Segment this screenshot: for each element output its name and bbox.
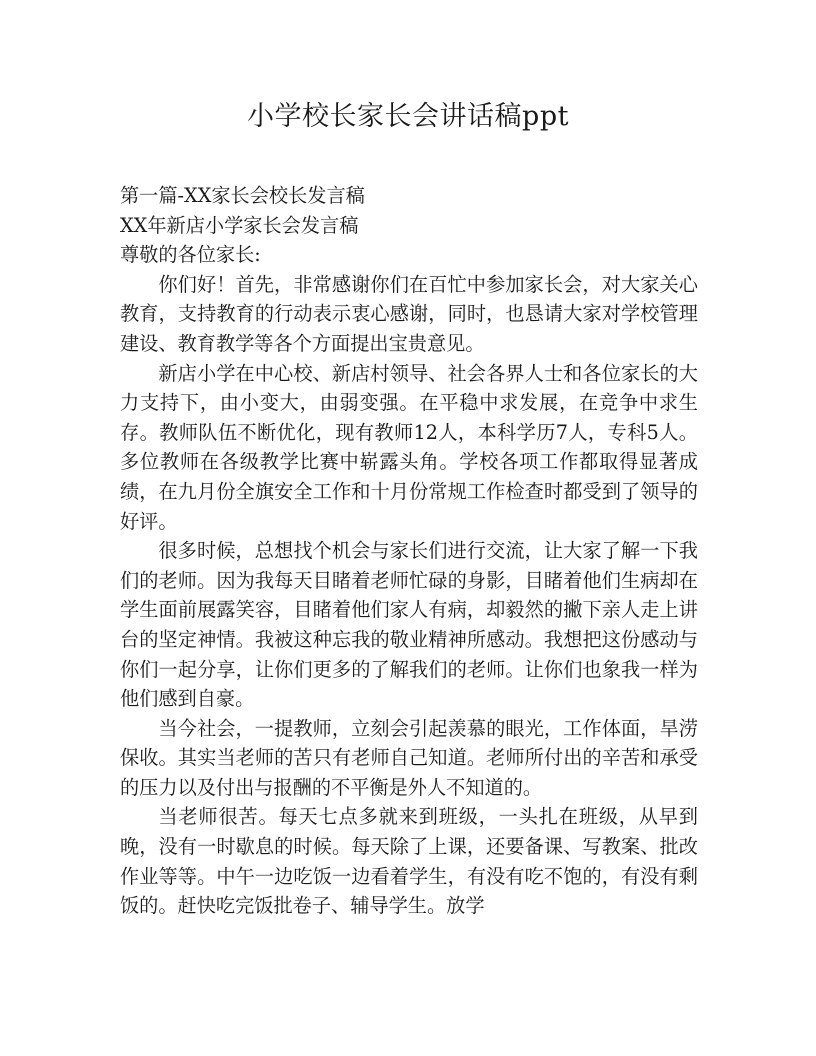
paragraph: 很多时候，总想找个机会与家长们进行交流，让大家了解一下我们的老师。因为我每天目睹着老师忙碌的身影，目睹着他们生病却在学生面前展露笑容，目睹着他们家人有病，却毅然的撇下亲人走上讲台的坚定神情。我被这种忘我的敬业精神所感动。我想把这份感动与你们一起分享，让你们更多的了解我们的老师。让你们也象我一样为他们感到自豪。 [120, 539, 698, 711]
paragraph: 你们好！首先，非常感谢你们在百忙中参加家长会，对大家关心教育，支持教育的行动表示衷心感谢，同时，也恳请大家对学校管理建设、教育教学等各个方面提出宝贵意见。 [120, 272, 698, 355]
paragraph: 新店小学在中心校、新店村领导、社会各界人士和各位家长的大力支持下，由小变大，由弱变强。在平稳中求发展，在竞争中求生存。教师队伍不断优化，现有教师12人，本科学历7人，专科5人。多位教师在各级教学比赛中崭露头角。学校各项工作都取得显著成绩，在九月份全旗安全工作和十月份常规工作检查时都受到了领导的好评。 [120, 361, 698, 533]
document-body [120, 181, 698, 921]
document-title: 小学校长家长会讲话稿ppt [247, 101, 569, 132]
speech-title: XX年新店小学家长会发言稿 [120, 213, 359, 237]
paragraph: 当老师很苦。每天七点多就来到班级，一头扎在班级，从早到晚，没有一时歇息的时候。每天除了上课，还要备课、写教案、批改作业等等。中午一边吃饭一边看着学生，有没有吃不饱的，有没有剩饭的。赶快吃完饭批卷子、辅导学生。放学 [120, 805, 698, 918]
paragraph: 当今社会，一提教师，立刻会引起羡慕的眼光，工作体面，旱涝保收。其实当老师的苦只有老师自己知道。老师所付出的辛苦和承受的压力以及付出与报酬的不平衡是外人不知道的。 [120, 716, 698, 799]
salutation: 尊敬的各位家长: [120, 243, 261, 267]
section-heading: 第一篇-XX家长会校长发言稿 [120, 184, 365, 207]
